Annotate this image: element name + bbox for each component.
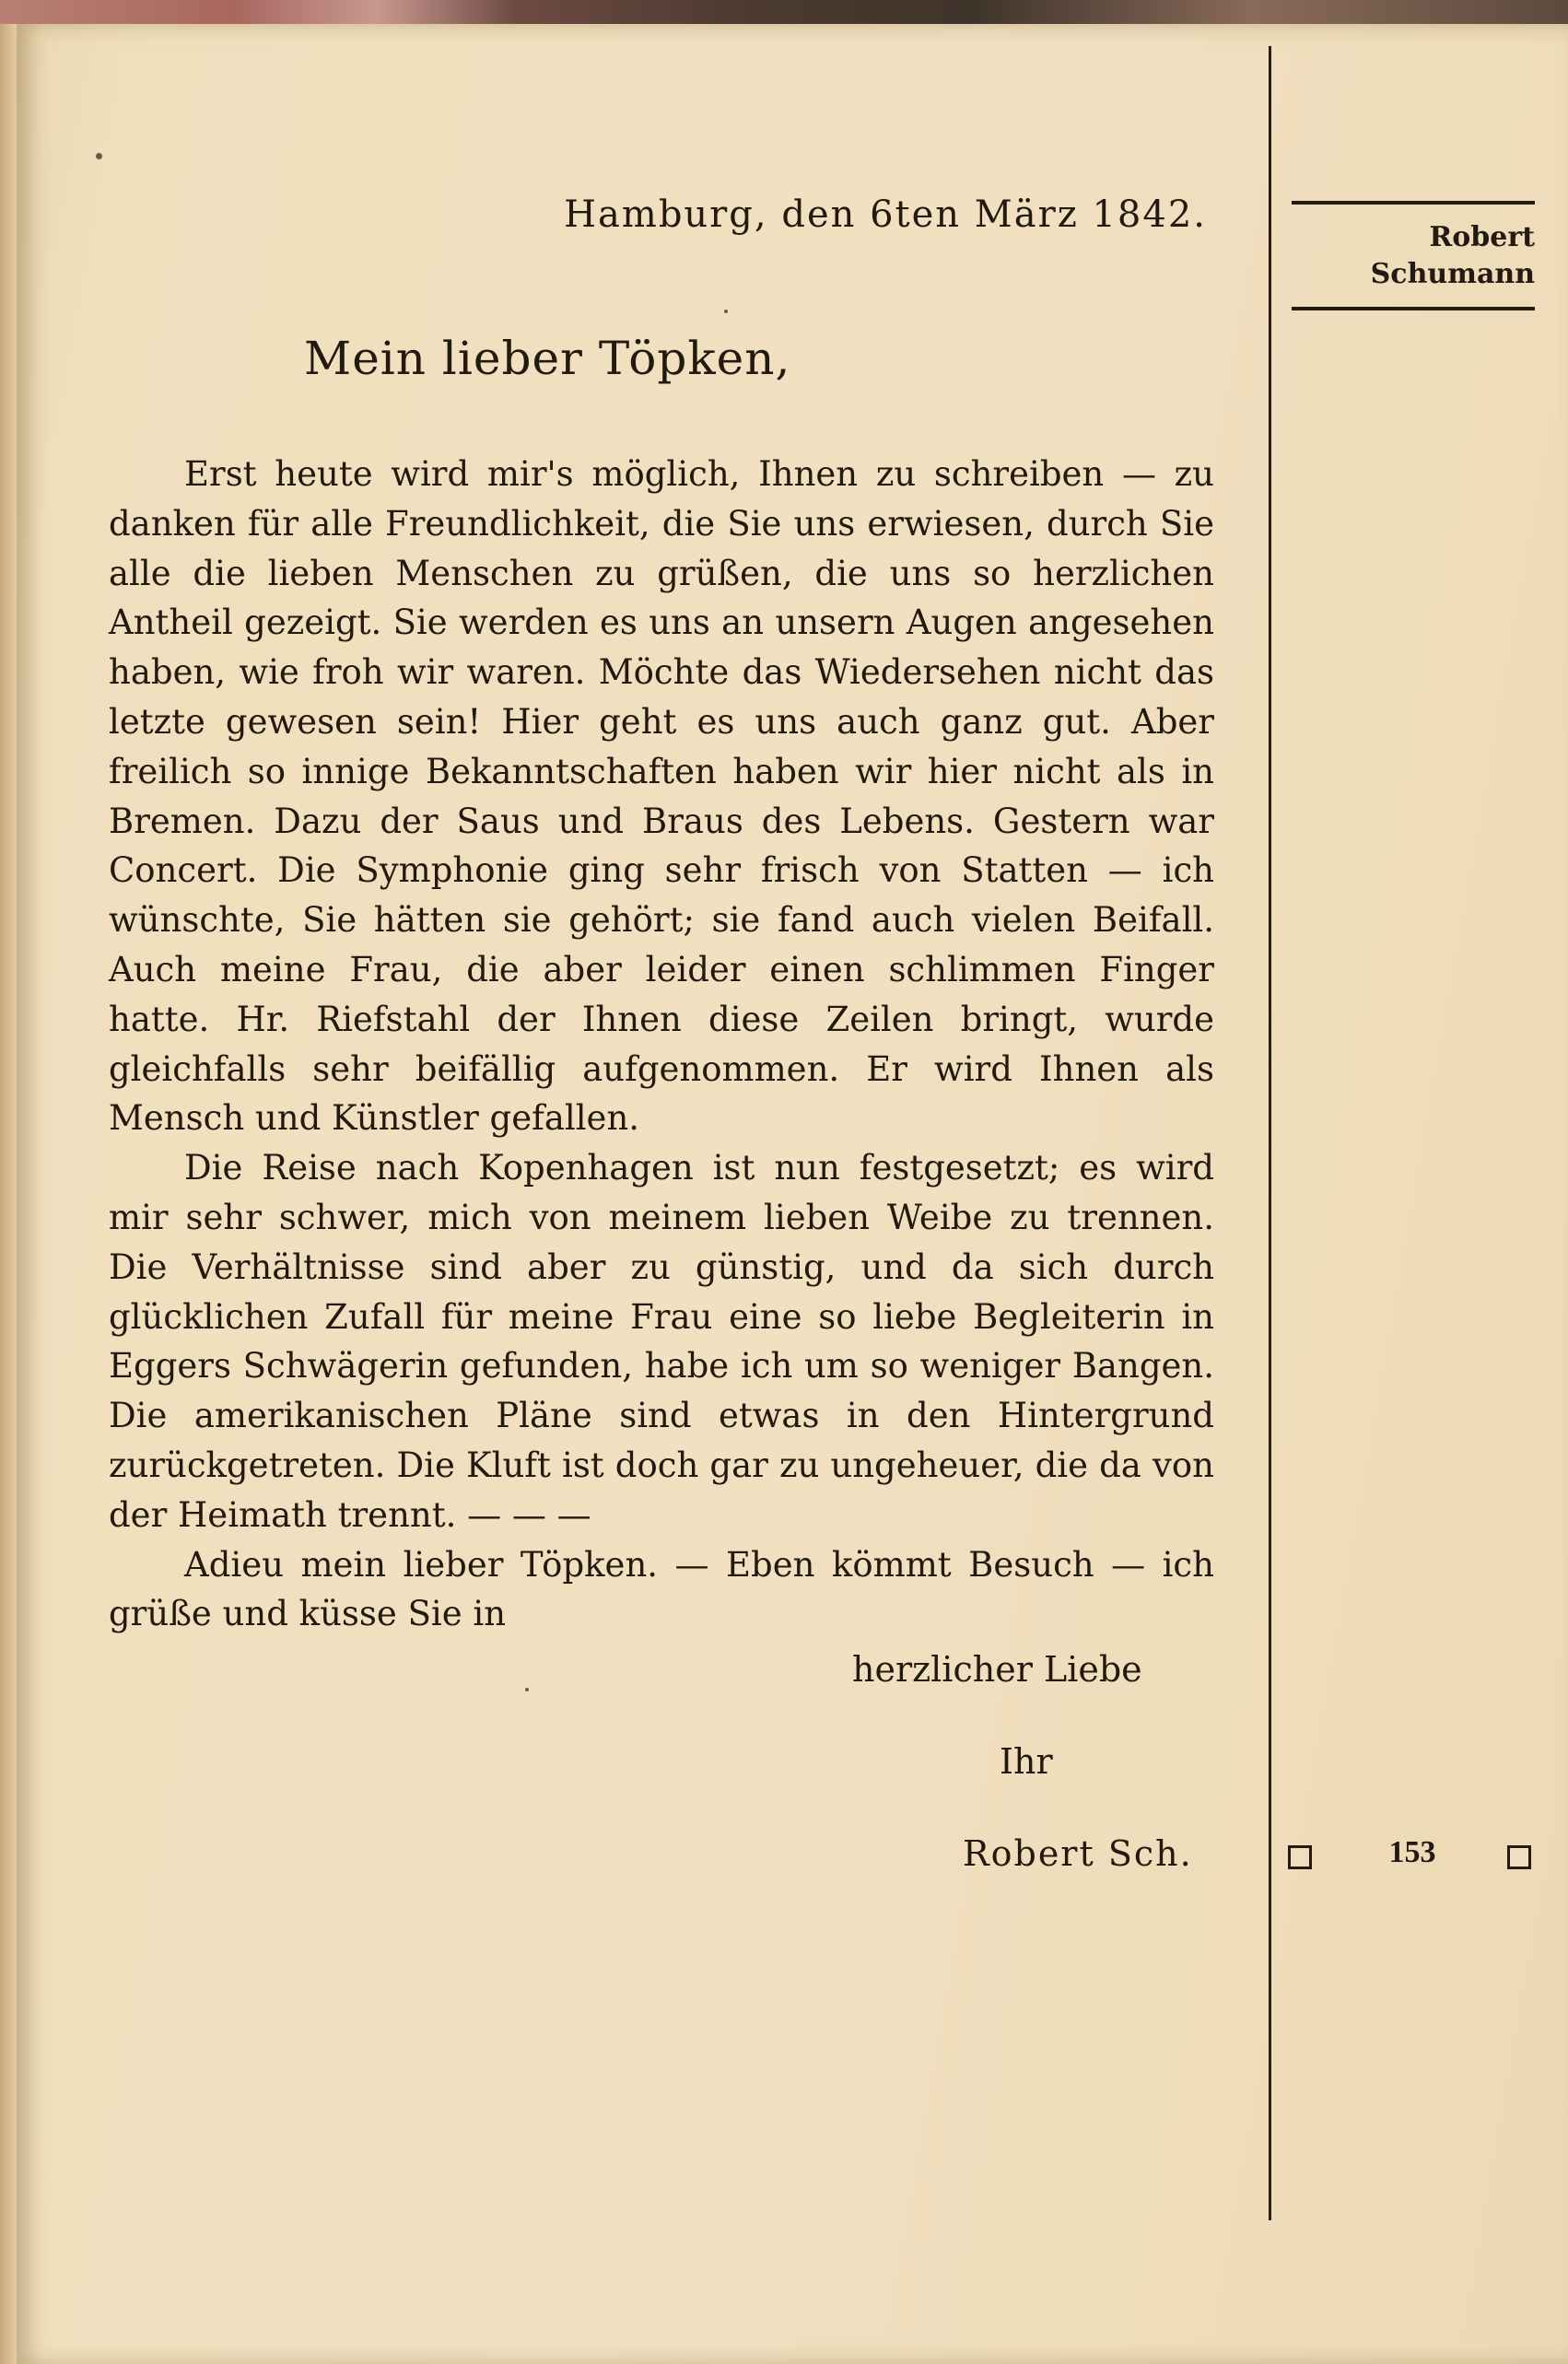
paper-speck — [724, 310, 728, 313]
sidebar-author-first: Robert — [1429, 221, 1535, 253]
letter-paragraph: Erst heute wird mir's möglich, Ihnen zu schreiben — zu danken für alle Freundlichkeit, die Sie uns erwiesen, durch Sie alle die lieben Menschen zu grüßen, die uns so herzlichen Antheil gezeigt. Sie werden es uns an unsern Augen angesehen haben, wie froh wir waren. Möchte das Wiedersehen nicht das letzte gewesen sein! Hier geht es uns auch ganz gut. Aber freilich so innige Bekanntschaften haben wir hier nicht als in Bremen. Dazu der Saus und Braus des Lebens. Gestern war Concert. Die Symphonie ging sehr frisch von Statten — ich wünschte, Sie hätten sie gehört; sie fand auch vielen Beifall. Auch meine Frau, die aber leider einen schlimmen Finger hatte. Hr. Riefstahl der Ihnen diese Zeilen bringt, wurde gleichfalls sehr beifällig aufgenommen. Er wird Ihnen als Mensch und Künstler gefallen. — [109, 454, 1214, 1139]
page-folio — [1288, 1835, 1531, 1879]
page-number: 153 — [1388, 1835, 1436, 1869]
letter-salutation: Mein lieber Töpken, — [304, 332, 791, 385]
square-ornament-icon — [1507, 1845, 1531, 1869]
paper-speck — [96, 153, 102, 159]
letter-paragraph: Die Reise nach Kopenhagen ist nun festgesetzt; es wird mir sehr schwer, mich von meinem lieben Weibe zu trennen. Die Verhältnisse sind aber zu günstig, und da sich durch glücklichen Zufall für meine Frau eine so liebe Begleiterin in Eggers Schwägerin gefunden, habe ich um so weniger Bangen. Die amerikanischen Pläne sind etwas in den Hintergrund zurückgetreten. Die Kluft ist doch gar zu ungeheuer, die da von der Heimath trennt. — — — — [109, 1148, 1214, 1535]
closing-ihr: Ihr — [1000, 1741, 1053, 1782]
closing-phrase: herzlicher Liebe — [852, 1649, 1142, 1690]
page-edge — [0, 24, 17, 2364]
margin-divider — [1269, 46, 1271, 2220]
sidebar-rule-top — [1292, 201, 1535, 205]
letter-signature: Robert Sch. — [963, 1833, 1193, 1874]
sidebar-rule-bottom — [1292, 307, 1535, 310]
sidebar-author-last: Schumann — [1370, 258, 1535, 290]
paper-speck — [525, 1688, 529, 1691]
letter-paragraph: Adieu mein lieber Töpken. — Eben kömmt Besuch — ich grüße und küsse Sie in — [109, 1544, 1214, 1634]
letter-body — [109, 450, 1214, 1639]
letter-dateline: Hamburg, den 6ten März 1842. — [564, 193, 1207, 236]
square-ornament-icon — [1288, 1845, 1312, 1869]
